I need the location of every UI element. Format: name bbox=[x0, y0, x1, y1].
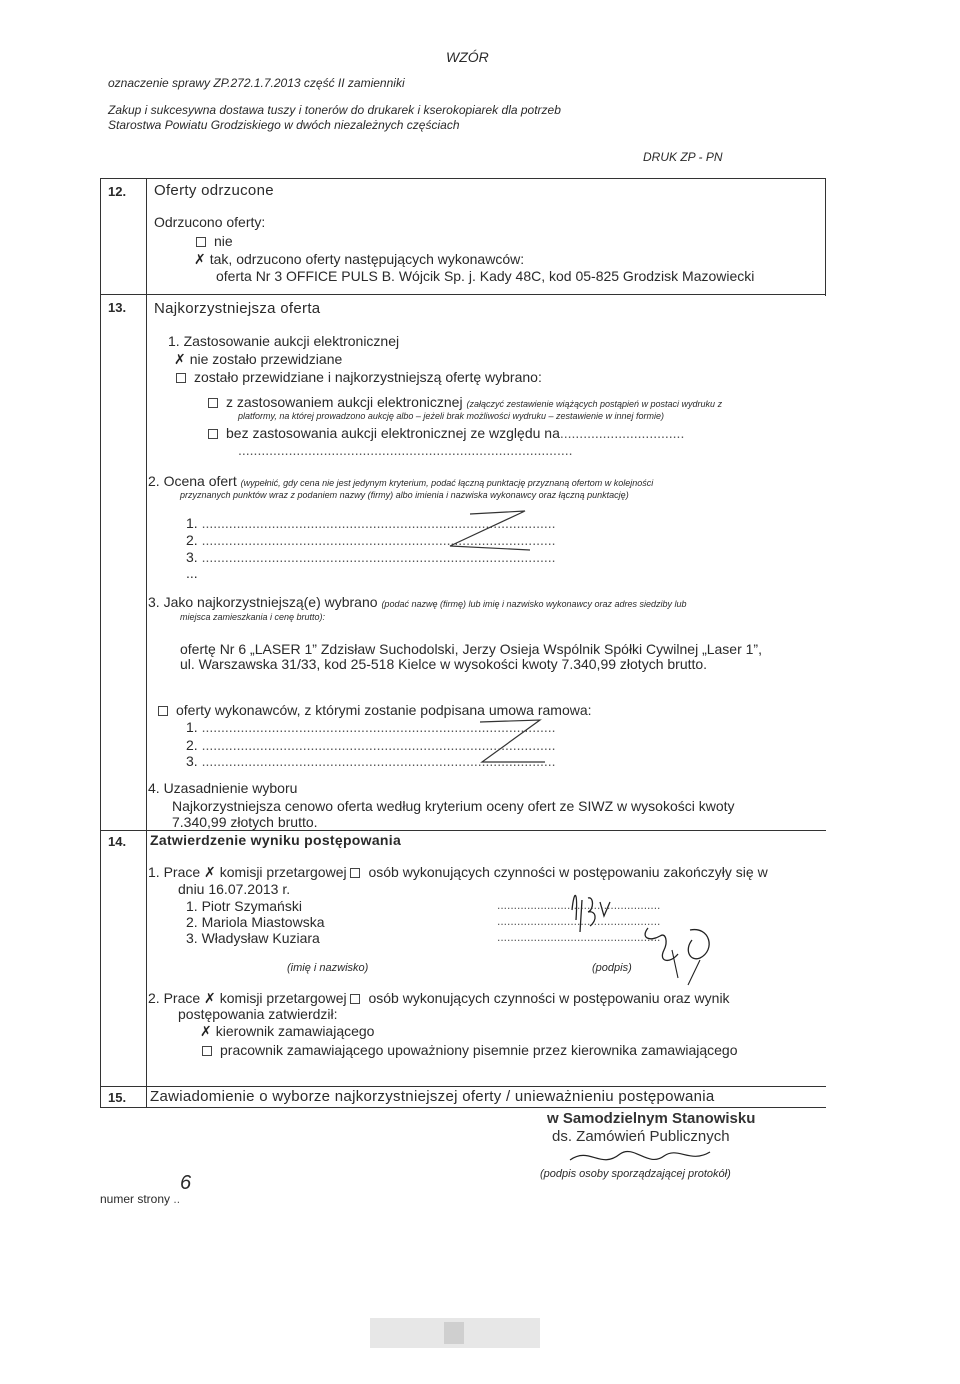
commission-work-line2: dniu 16.07.2013 r. bbox=[178, 881, 291, 897]
section-12-title: Oferty odrzucone bbox=[154, 182, 274, 199]
checkbox-empty-icon bbox=[176, 373, 186, 383]
z-strike-mark-2 bbox=[470, 716, 550, 768]
checkbox-empty-icon bbox=[202, 1046, 212, 1056]
check-mark-icon: ✗ bbox=[204, 991, 216, 1007]
frame-left bbox=[100, 178, 101, 1108]
section-14-number: 14. bbox=[108, 834, 127, 849]
signature-caption: (podpis) bbox=[592, 962, 632, 974]
auction-without: bez zastosowania aukcji elektronicznej ze względu na................................ bbox=[208, 425, 684, 441]
check-mark-icon: ✗ bbox=[200, 1024, 212, 1040]
frame-top bbox=[100, 178, 826, 179]
justification-line2: 7.340,99 złotych brutto. bbox=[172, 814, 318, 830]
form-code: DRUK ZP - PN bbox=[643, 150, 723, 164]
case-reference: oznaczenie sprawy ZP.272.1.7.2013 część II zamienniki bbox=[108, 76, 405, 90]
member-2: 2. Mariola Miastowska bbox=[186, 914, 325, 930]
approver-option-1: ✗ kierownik zamawiającego bbox=[200, 1023, 375, 1040]
evaluation-item-2: 2. ........................................................................................... bbox=[186, 532, 556, 548]
option-yes-rejected: ✗ tak, odrzucono oferty następujących wykonawców: bbox=[194, 251, 525, 268]
signature-line-1: ................................................. bbox=[497, 898, 661, 912]
justification-title: 4. Uzasadnienie wyboru bbox=[148, 780, 298, 796]
chosen-offer-line1: ofertę Nr 6 „LASER 1” Zdzisław Suchodolski, Jerzy Osieja Wspólnik Spółki Cywilnej „Laser 1”, bbox=[180, 641, 762, 657]
page-number: 6 bbox=[180, 1172, 192, 1194]
frame-bottom bbox=[100, 1107, 826, 1108]
signer-caption: (podpis osoby sporządzającej protokół) bbox=[540, 1168, 731, 1180]
evaluation-item-3: 3. ........................................................................................... bbox=[186, 549, 556, 565]
chosen-note: miejsca zamieszkania i cenę brutto): bbox=[180, 612, 326, 622]
auction-option-yes: zostało przewidziane i najkorzystniejszą ofertę wybrano: bbox=[176, 369, 542, 385]
framework-item-3: 3. ........................................................................................... bbox=[186, 753, 556, 769]
justification-line1: Najkorzystniejsza cenowo oferta według kryterium oceny ofert ze SIWZ w wysokości kwoty bbox=[172, 798, 735, 814]
z-strike-mark-1 bbox=[430, 508, 540, 556]
stamp-line-1: w Samodzielnym Stanowisku bbox=[547, 1110, 756, 1127]
divider-14 bbox=[100, 830, 826, 831]
subject-line-1: Zakup i sukcesywna dostawa tuszy i tonerów do drukarek i kserokopiarek dla potrzeb bbox=[108, 103, 561, 117]
subject-line-2: Starostwa Powiatu Grodziskiego w dwóch niezależnych częściach bbox=[108, 118, 460, 132]
section-15-title: Zawiadomienie o wyborze najkorzystniejszej oferty / unieważnieniu postępowania bbox=[150, 1088, 715, 1105]
option-no-rejected: nie bbox=[196, 233, 233, 249]
template-label: WZÓR bbox=[446, 49, 489, 65]
section-15-number: 15. bbox=[108, 1090, 127, 1105]
member-3: 3. Władysław Kuziara bbox=[186, 930, 320, 946]
name-caption: (imię i nazwisko) bbox=[287, 962, 369, 974]
section-14-title: Zatwierdzenie wyniku postępowania bbox=[150, 832, 402, 848]
signature-line-2: ................................................. bbox=[497, 914, 661, 928]
frame-col bbox=[146, 178, 147, 1108]
framework-item-1: 1. ........................................................................................... bbox=[186, 719, 556, 735]
checkbox-empty-icon bbox=[350, 868, 360, 878]
auction-with: z zastosowaniem aukcji elektronicznej (załączyć zestawienie wiążących postąpień w postaci wydruku z bbox=[208, 394, 722, 410]
scan-artifact-mark bbox=[444, 1322, 464, 1344]
section-12-number: 12. bbox=[108, 184, 127, 199]
member-1: 1. Piotr Szymański bbox=[186, 898, 302, 914]
commission-work-line1: 1. Prace ✗ komisji przetargowej osób wykonujących czynności w postępowaniu zakończyły się w bbox=[148, 864, 768, 881]
rejected-label: Odrzucono oferty: bbox=[154, 214, 266, 230]
check-mark-icon: ✗ bbox=[194, 252, 206, 268]
frame-right bbox=[825, 178, 826, 296]
divider-15 bbox=[100, 1086, 826, 1087]
auction-title: 1. Zastosowanie aukcji elektronicznej bbox=[168, 333, 400, 349]
evaluation-note: przyznanych punktów wraz z podaniem nazwy (firmy) albo imienia i nazwiska wykonawcy oraz łączną punktację) bbox=[180, 490, 629, 500]
approver-option-2: pracownik zamawiającego upoważniony pisemnie przez kierownika zamawiającego bbox=[202, 1042, 737, 1058]
framework-offers: oferty wykonawców, z którymi zostanie podpisana umowa ramowa: bbox=[158, 702, 592, 718]
evaluation-item-more: ... bbox=[186, 565, 198, 581]
section-13-number: 13. bbox=[108, 300, 127, 315]
rejected-offer: oferta Nr 3 OFFICE PULS B. Wójcik Sp. j. Kady 48C, kod 05-825 Grodzisk Mazowiecki bbox=[216, 268, 755, 284]
checkbox-empty-icon bbox=[208, 429, 218, 439]
section-13-title: Najkorzystniejsza oferta bbox=[154, 300, 321, 317]
chosen-offer-line2: ul. Warszawska 31/33, kod 25-518 Kielce w wysokości kwoty 7.340,99 złotych brutto. bbox=[180, 656, 708, 672]
divider-13 bbox=[100, 294, 826, 295]
auction-option-no: ✗ nie zostało przewidziane bbox=[174, 351, 343, 368]
auction-with-note: platformy, na której prowadzono aukcję albo – jeżeli brak możliwości wydruku – zestawienie w innej formie) bbox=[238, 411, 665, 421]
evaluation-item-1: 1. ........................................................................................... bbox=[186, 515, 556, 531]
approval-line1: 2. Prace ✗ komisji przetargowej osób wykonujących czynności w postępowaniu oraz wynik bbox=[148, 990, 730, 1007]
page-number-label: numer strony .. bbox=[100, 1192, 181, 1206]
check-mark-icon: ✗ bbox=[204, 865, 216, 881]
signature-line-3: ................................................. bbox=[497, 930, 661, 944]
checkbox-empty-icon bbox=[158, 706, 168, 716]
checkbox-empty-icon bbox=[196, 237, 206, 247]
chosen-title: 3. Jako najkorzystniejszą(e) wybrano (podać nazwę (firmę) lub imię i nazwisko wykonawcy oraz adres siedziby lub bbox=[148, 594, 687, 610]
framework-item-2: 2. ........................................................................................... bbox=[186, 737, 556, 753]
checkbox-empty-icon bbox=[350, 994, 360, 1004]
evaluation-title: 2. Ocena ofert (wypełnić, gdy cena nie jest jedynym kryterium, podać łączną punktację przyznaną ofertom w kolejności bbox=[148, 473, 654, 489]
approval-line2: postępowania zatwierdził: bbox=[178, 1006, 338, 1022]
stamp-line-2: ds. Zamówień Publicznych bbox=[552, 1128, 730, 1145]
checkbox-empty-icon bbox=[208, 398, 218, 408]
check-mark-icon: ✗ bbox=[174, 352, 186, 368]
auction-reason-line: ...................................................................................... bbox=[238, 442, 573, 458]
handwritten-signatures bbox=[560, 880, 720, 990]
